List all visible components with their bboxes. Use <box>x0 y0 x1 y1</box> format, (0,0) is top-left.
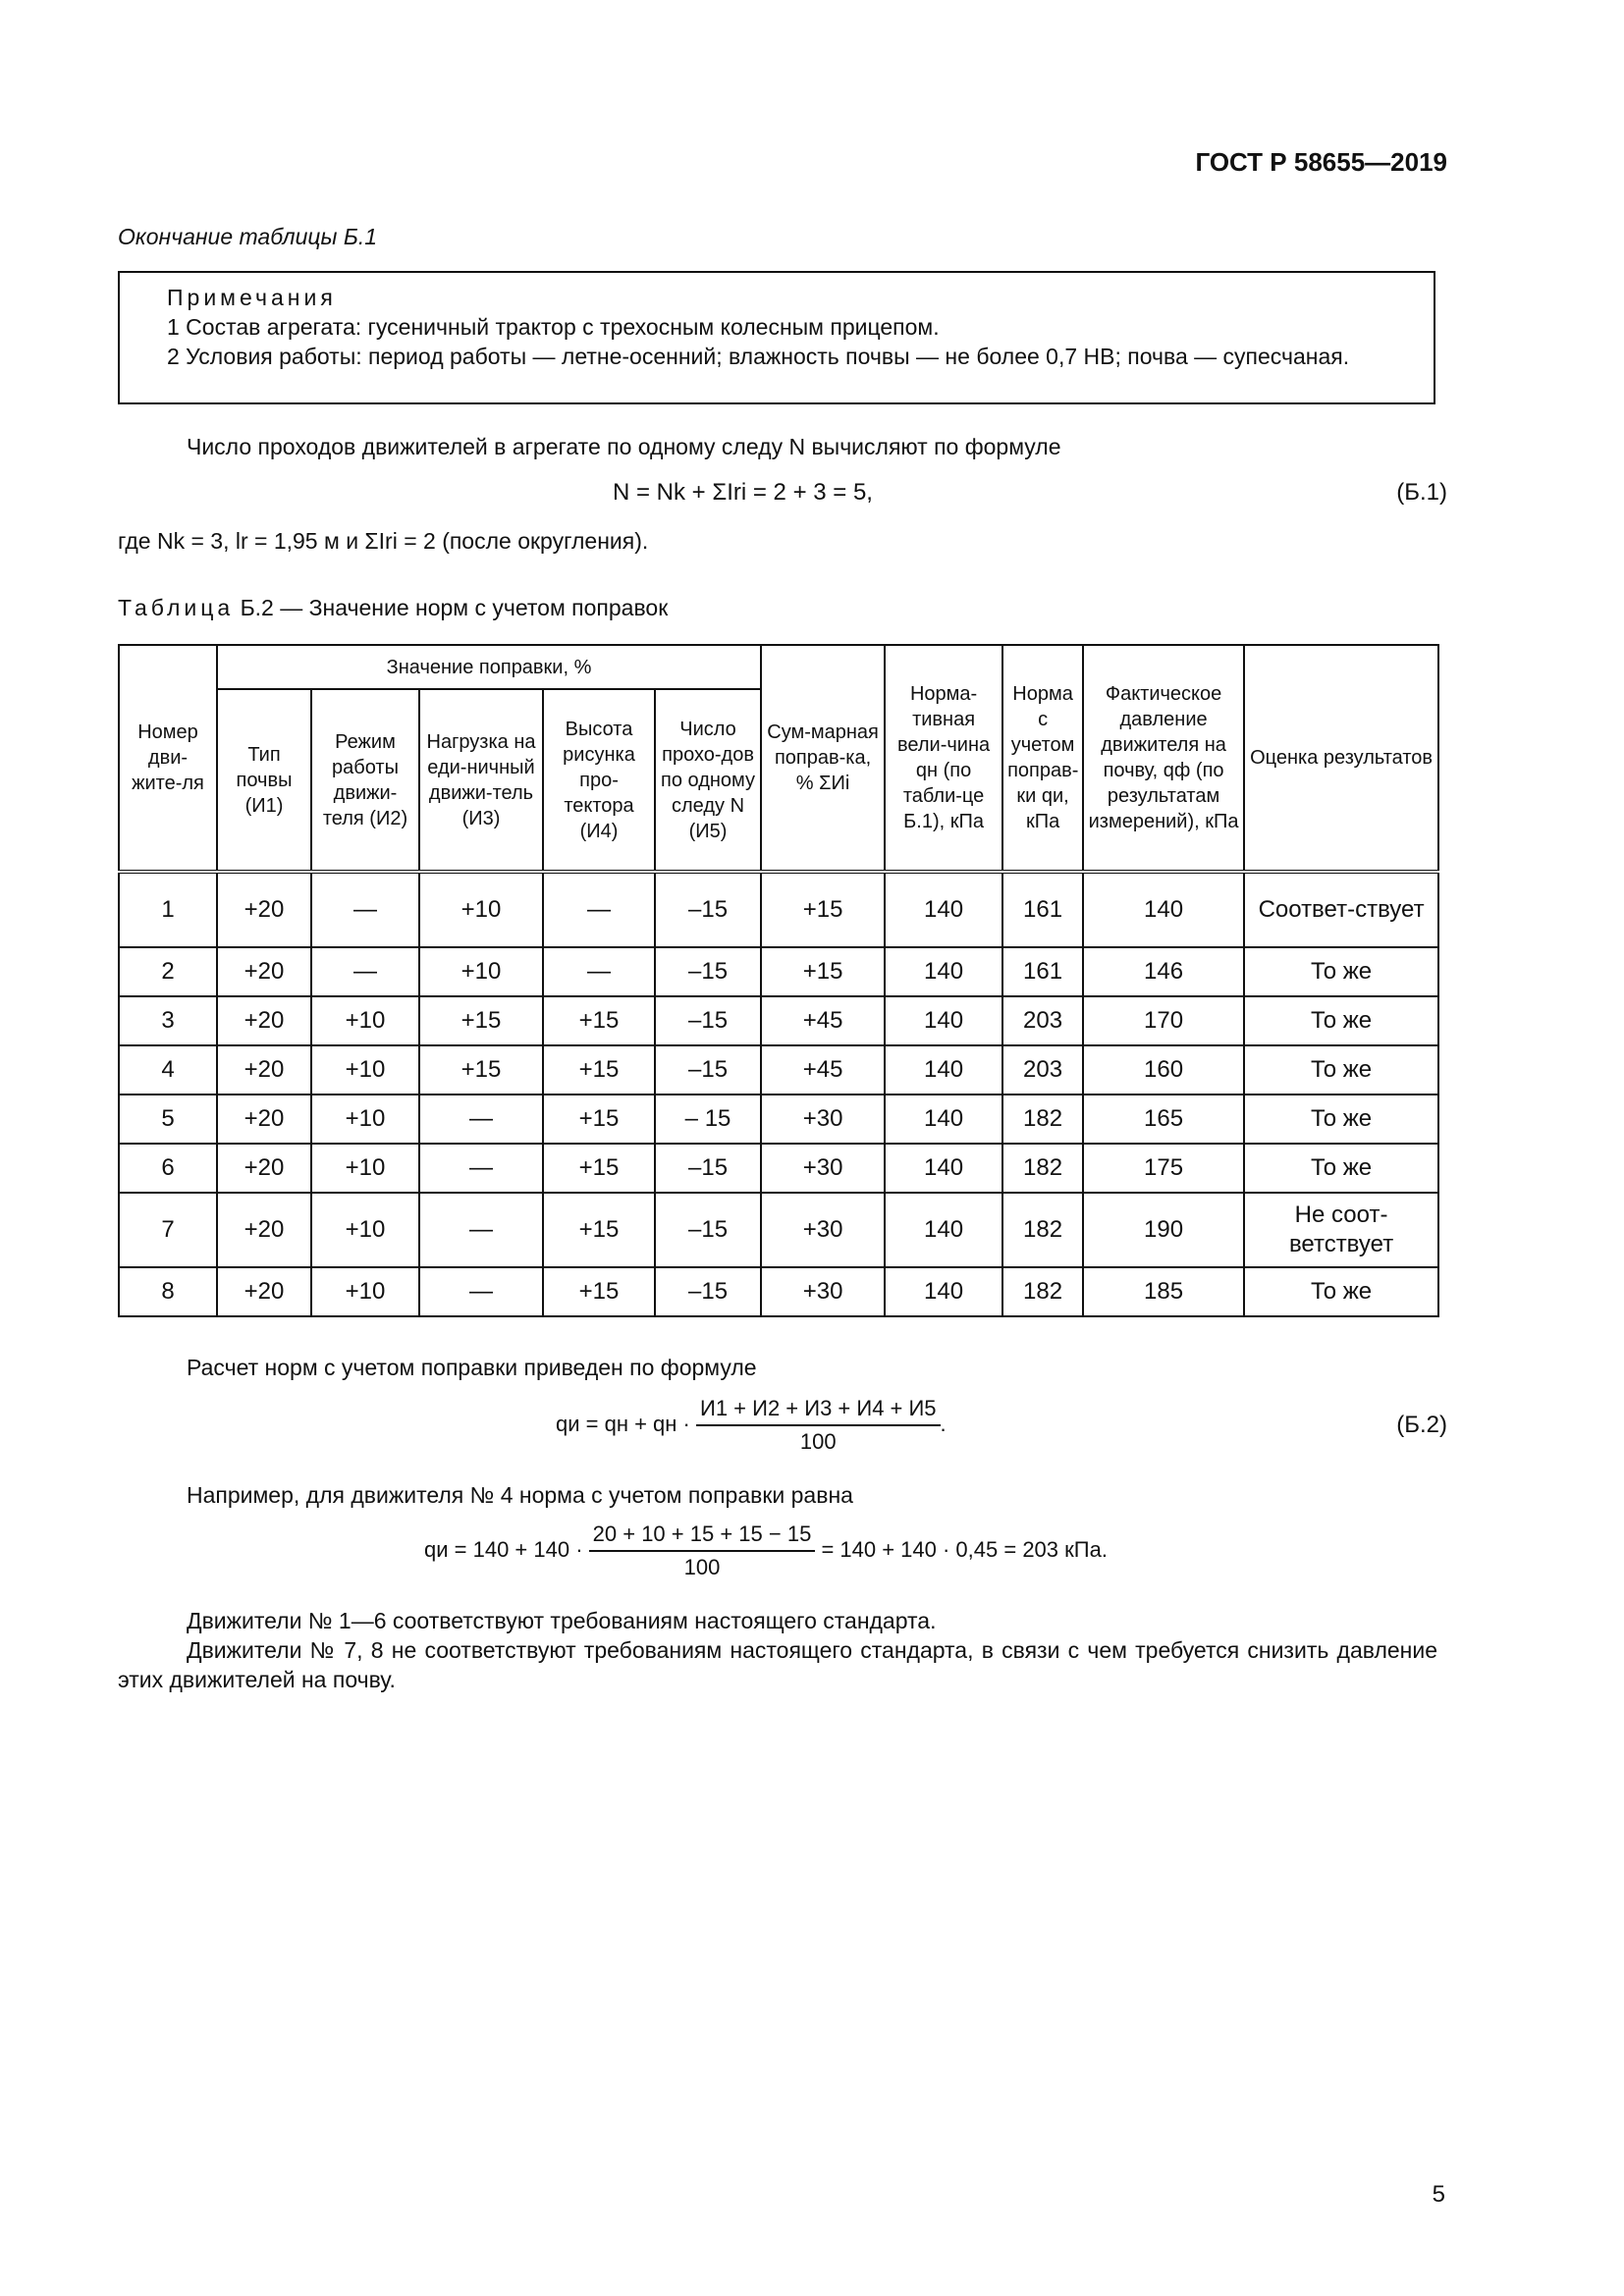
table-caption <box>118 595 668 621</box>
cell-tread: +15 <box>543 1045 655 1095</box>
cell-number: 3 <box>119 996 217 1045</box>
cell-load: — <box>419 1193 543 1267</box>
header-tread: Высота рисунка про-тектора (И4) <box>543 689 655 872</box>
cell-mode: +10 <box>311 1267 419 1316</box>
paragraph-calc: Расчет норм с учетом поправки приведен по формуле <box>187 1355 757 1380</box>
cell-evaluation: То же <box>1244 947 1438 996</box>
cell-evaluation: То же <box>1244 996 1438 1045</box>
header-passes: Число прохо-дов по одному следу N (И5) <box>655 689 761 872</box>
cell-sum: +30 <box>761 1095 885 1144</box>
cell-passes: –15 <box>655 1045 761 1095</box>
cell-soil: +20 <box>217 947 311 996</box>
cell-norm: 140 <box>885 872 1002 947</box>
header-number: Номер дви-жите-ля <box>119 645 217 872</box>
cell-soil: +20 <box>217 1095 311 1144</box>
cell-norm: 140 <box>885 947 1002 996</box>
cell-load: +10 <box>419 872 543 947</box>
cell-tread: +15 <box>543 996 655 1045</box>
cell-sum: +15 <box>761 947 885 996</box>
cell-norm-corrected: 182 <box>1002 1193 1083 1267</box>
cell-load: — <box>419 1095 543 1144</box>
cell-evaluation: То же <box>1244 1144 1438 1193</box>
formula-b1: N = Nk + ΣIri = 2 + 3 = 5, <box>613 479 873 506</box>
cell-norm: 140 <box>885 1267 1002 1316</box>
cell-mode: — <box>311 872 419 947</box>
formula-example-numerator: 20 + 10 + 15 + 15 − 15 <box>589 1522 816 1552</box>
header-sum: Сум-марная поправ-ка, % ΣИi <box>761 645 885 872</box>
cell-soil: +20 <box>217 996 311 1045</box>
formula-example <box>424 1522 1151 1590</box>
table-caption-text: Б.2 — Значение норм с учетом поправок <box>240 595 669 620</box>
formula-example-rhs: = 140 + 140 · 0,45 = 203 кПа. <box>821 1536 1108 1562</box>
paragraph-noncompliant-text: Движители № 7, 8 не соответствуют требованиям настоящего стандарта, в связи с чем требуется снизить давление этих движителей на почву. <box>118 1637 1437 1692</box>
table-row <box>119 1095 1438 1144</box>
standard-header: ГОСТ Р 58655—2019 <box>1195 147 1447 177</box>
formula-b1-where: где Nk = 3, lr = 1,95 м и ΣIri = 2 (после округления). <box>118 528 649 554</box>
page-number: 5 <box>1432 2181 1445 2208</box>
cell-norm-corrected: 203 <box>1002 996 1083 1045</box>
cell-norm: 140 <box>885 1193 1002 1267</box>
table-row <box>119 1144 1438 1193</box>
note-item: 2 Условия работы: период работы — летне-осенний; влажность почвы — не более 0,7 НВ; почва — супесчаная. <box>167 344 1350 369</box>
table-row <box>119 947 1438 996</box>
cell-mode: — <box>311 947 419 996</box>
cell-evaluation: Не соот-ветствует <box>1244 1193 1438 1267</box>
header-norm-corrected: Норма с учетом поправ-ки qи, кПа <box>1002 645 1083 872</box>
cell-evaluation: То же <box>1244 1045 1438 1095</box>
cell-actual: 175 <box>1083 1144 1244 1193</box>
formula-b2-denominator: 100 <box>799 1429 837 1454</box>
cell-soil: +20 <box>217 1193 311 1267</box>
table-row <box>119 872 1438 947</box>
cell-passes: –15 <box>655 947 761 996</box>
header-norm: Норма-тивная вели-чина qн (по табли-це Б.1), кПа <box>885 645 1002 872</box>
header-correction-group: Значение поправки, % <box>217 645 761 689</box>
cell-passes: –15 <box>655 1144 761 1193</box>
cell-number: 2 <box>119 947 217 996</box>
cell-norm: 140 <box>885 1045 1002 1095</box>
cell-number: 6 <box>119 1144 217 1193</box>
cell-soil: +20 <box>217 1267 311 1316</box>
cell-mode: +10 <box>311 1045 419 1095</box>
cell-load: — <box>419 1144 543 1193</box>
cell-norm-corrected: 161 <box>1002 947 1083 996</box>
cell-sum: +15 <box>761 872 885 947</box>
cell-norm-corrected: 182 <box>1002 1144 1083 1193</box>
cell-soil: +20 <box>217 872 311 947</box>
header-load: Нагрузка на еди-ничный движи-тель (И3) <box>419 689 543 872</box>
cell-sum: +30 <box>761 1267 885 1316</box>
cell-mode: +10 <box>311 1193 419 1267</box>
paragraph-example: Например, для движителя № 4 норма с учетом поправки равна <box>187 1482 853 1508</box>
formula-example-lhs: qи = 140 + 140 · <box>424 1536 583 1562</box>
cell-evaluation: Соответ-ствует <box>1244 872 1438 947</box>
note-item: 1 Состав агрегата: гусеничный трактор с трехосным колесным прицепом. <box>167 314 940 340</box>
table-row <box>119 1045 1438 1095</box>
cell-load: — <box>419 1267 543 1316</box>
cell-sum: +30 <box>761 1193 885 1267</box>
cell-passes: – 15 <box>655 1095 761 1144</box>
cell-passes: –15 <box>655 1193 761 1267</box>
table-row <box>119 1267 1438 1316</box>
cell-evaluation: То же <box>1244 1267 1438 1316</box>
cell-number: 8 <box>119 1267 217 1316</box>
paragraph-compliant: Движители № 1—6 соответствуют требованиям настоящего стандарта. <box>187 1608 937 1633</box>
formula-b2-tail: . <box>940 1411 947 1436</box>
cell-mode: +10 <box>311 1095 419 1144</box>
formula-example-fraction <box>589 1522 816 1580</box>
cell-evaluation: То же <box>1244 1095 1438 1144</box>
cell-actual: 160 <box>1083 1045 1244 1095</box>
cell-actual: 185 <box>1083 1267 1244 1316</box>
header-soil-type: Тип почвы (И1) <box>217 689 311 872</box>
cell-norm: 140 <box>885 996 1002 1045</box>
cell-actual: 146 <box>1083 947 1244 996</box>
formula-b2-fraction <box>696 1396 941 1455</box>
cell-sum: +30 <box>761 1144 885 1193</box>
cell-actual: 165 <box>1083 1095 1244 1144</box>
norms-table <box>118 644 1439 1317</box>
cell-passes: –15 <box>655 872 761 947</box>
cell-number: 5 <box>119 1095 217 1144</box>
cell-actual: 170 <box>1083 996 1244 1045</box>
cell-soil: +20 <box>217 1045 311 1095</box>
table-caption-label: Таблица <box>118 595 235 620</box>
table-row <box>119 1193 1438 1267</box>
cell-load: +10 <box>419 947 543 996</box>
formula-b1-number: (Б.1) <box>1396 479 1447 506</box>
cell-number: 1 <box>119 872 217 947</box>
cell-norm-corrected: 182 <box>1002 1095 1083 1144</box>
paragraph-noncompliant <box>118 1635 1437 1694</box>
cell-load: +15 <box>419 1045 543 1095</box>
table-row <box>119 996 1438 1045</box>
cell-sum: +45 <box>761 996 885 1045</box>
cell-mode: +10 <box>311 1144 419 1193</box>
cell-norm: 140 <box>885 1095 1002 1144</box>
cell-load: +15 <box>419 996 543 1045</box>
formula-b2-lhs: qи = qн + qн · <box>556 1411 690 1436</box>
cell-norm-corrected: 161 <box>1002 872 1083 947</box>
cell-tread: — <box>543 872 655 947</box>
cell-actual: 140 <box>1083 872 1244 947</box>
formula-b2-number: (Б.2) <box>1396 1412 1447 1438</box>
cell-tread: +15 <box>543 1193 655 1267</box>
cell-passes: –15 <box>655 1267 761 1316</box>
header-evaluation: Оценка результатов <box>1244 645 1438 872</box>
header-mode: Режим работы движи-теля (И2) <box>311 689 419 872</box>
cell-norm: 140 <box>885 1144 1002 1193</box>
cell-tread: +15 <box>543 1267 655 1316</box>
cell-actual: 190 <box>1083 1193 1244 1267</box>
cell-number: 4 <box>119 1045 217 1095</box>
paragraph-passes: Число проходов движителей в агрегате по одному следу N вычисляют по формуле <box>187 434 1061 459</box>
cell-passes: –15 <box>655 996 761 1045</box>
formula-example-denominator: 100 <box>683 1555 721 1579</box>
cell-norm-corrected: 182 <box>1002 1267 1083 1316</box>
formula-b2 <box>556 1396 968 1465</box>
cell-number: 7 <box>119 1193 217 1267</box>
cell-sum: +45 <box>761 1045 885 1095</box>
formula-b2-numerator: И1 + И2 + И3 + И4 + И5 <box>696 1396 941 1426</box>
cell-tread: +15 <box>543 1095 655 1144</box>
cell-soil: +20 <box>217 1144 311 1193</box>
cell-norm-corrected: 203 <box>1002 1045 1083 1095</box>
cell-mode: +10 <box>311 996 419 1045</box>
notes-box <box>118 271 1435 404</box>
header-actual-pressure: Фактическое давление движителя на почву, qф (по результатам измерений), кПа <box>1083 645 1244 872</box>
cell-tread: +15 <box>543 1144 655 1193</box>
cell-tread: — <box>543 947 655 996</box>
table-continuation-title: Окончание таблицы Б.1 <box>118 224 378 249</box>
notes-title: Примечания <box>167 285 337 310</box>
